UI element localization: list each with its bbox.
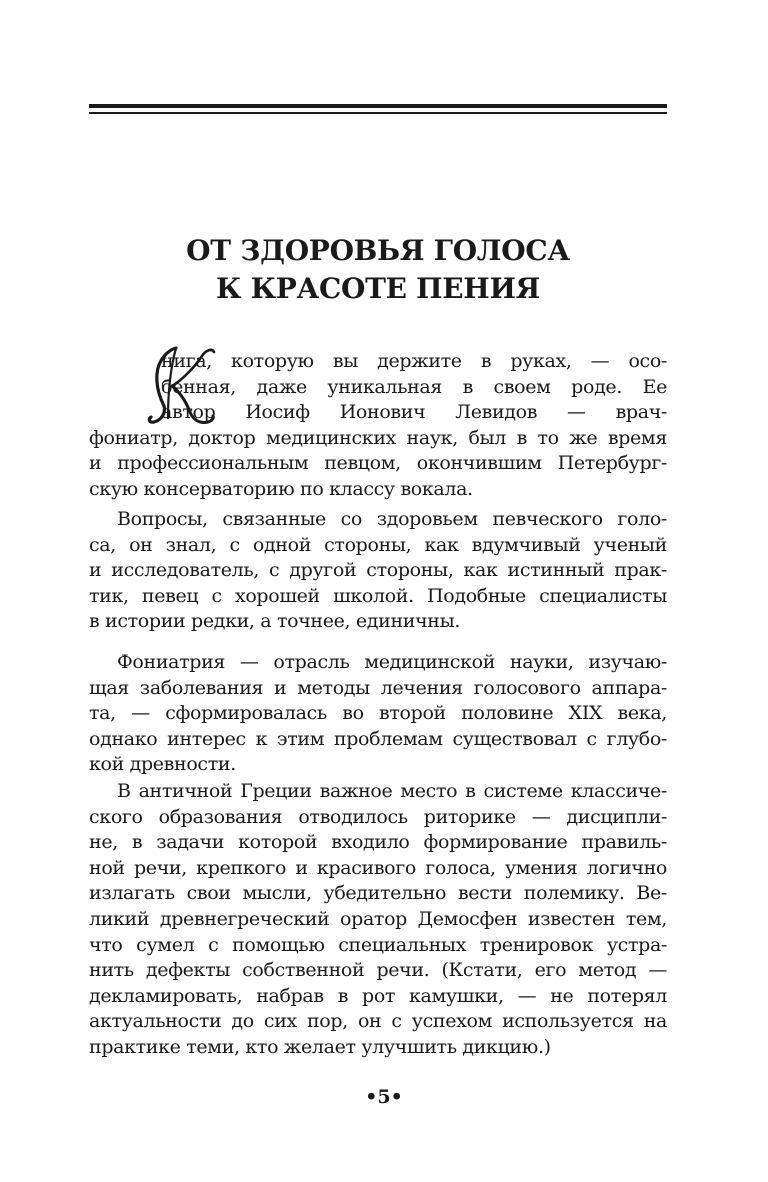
paragraph-4-line: нить дефекты собственной речи. (Кстати, его метод — <box>89 959 667 982</box>
chapter-title <box>89 232 667 308</box>
header-rule-thick <box>89 104 667 108</box>
chapter-title-line-2: К КРАСОТЕ ПЕНИЯ <box>215 272 541 305</box>
paragraph-3-line: щая заболевания и методы лечения голосового аппара- <box>89 676 667 699</box>
paragraph-4-line: В античной Греции важное место в системе классиче- <box>117 780 667 802</box>
paragraph-1-line: бенная, даже уникальная в своем роде. Ее <box>161 375 667 398</box>
paragraph-2-line: и исследователь, с другой стороны, как истинный прак- <box>89 559 667 582</box>
paragraph-4-line: практике теми, кто желает улучшить дикцию.) <box>89 1035 551 1058</box>
paragraph-1-line: скую консерваторию по классу вокала. <box>89 477 473 500</box>
paragraph-1-line: нига, которую вы держите в руках, — осо- <box>161 350 667 372</box>
paragraph-3-line: однако интерес к этим проблемам существовал с глубо- <box>89 727 667 750</box>
page-number: •5• <box>365 1086 403 1108</box>
paragraph-2-line: в истории редки, а точнее, единичны. <box>89 610 461 633</box>
paragraph-1 <box>89 349 667 503</box>
header-rule-thin <box>89 112 667 114</box>
paragraph-1-line: фониатр, доктор медицинских наук, был в то же время <box>89 426 667 449</box>
paragraph-4-line: не, в задачи которой входило формирование правиль- <box>89 831 667 854</box>
paragraph-1-line: автор Иосиф Ионович Левидов — врач- <box>161 401 667 424</box>
paragraph-3-line: Фониатрия — отрасль медицинской науки, изучаю- <box>117 651 667 673</box>
paragraph-4-line: ского образования отводилось риторике — дисципли- <box>89 805 667 828</box>
paragraph-2-line: тик, певец с хорошей школой. Подобные специалисты <box>89 584 667 607</box>
paragraph-3-line: кой древности. <box>89 753 236 776</box>
paragraph-4-line: ной речи, крепкого и красивого голоса, умения логично <box>89 856 667 879</box>
paragraph-2 <box>89 507 667 635</box>
paragraph-4-line: ликий древнегреческий оратор Демосфен известен тем, <box>89 907 667 930</box>
paragraph-2-line: Вопросы, связанные со здоровьем певческого голо- <box>117 508 667 530</box>
paragraph-2-line: са, он знал, с одной стороны, как вдумчивый ученый <box>89 533 667 556</box>
paragraph-4-line: излагать свои мысли, убедительно вести полемику. Ве- <box>89 882 667 905</box>
paragraph-4 <box>89 779 667 1061</box>
paragraph-4-line: актуальности до сих пор, он с успехом используется на <box>89 1010 667 1033</box>
chapter-title-line-1: ОТ ЗДОРОВЬЯ ГОЛОСА <box>186 234 570 267</box>
paragraph-4-line: что сумел с помощью специальных тренировок устра- <box>89 933 667 956</box>
paragraph-4-line: декламировать, набрав в рот камушки, — не потерял <box>89 984 667 1007</box>
paragraph-3 <box>89 650 667 778</box>
paragraph-1-line: и профессиональным певцом, окончившим Петербург- <box>89 452 667 475</box>
paragraph-3-line: та, — сформировалась во второй половине XIX века, <box>89 702 667 725</box>
